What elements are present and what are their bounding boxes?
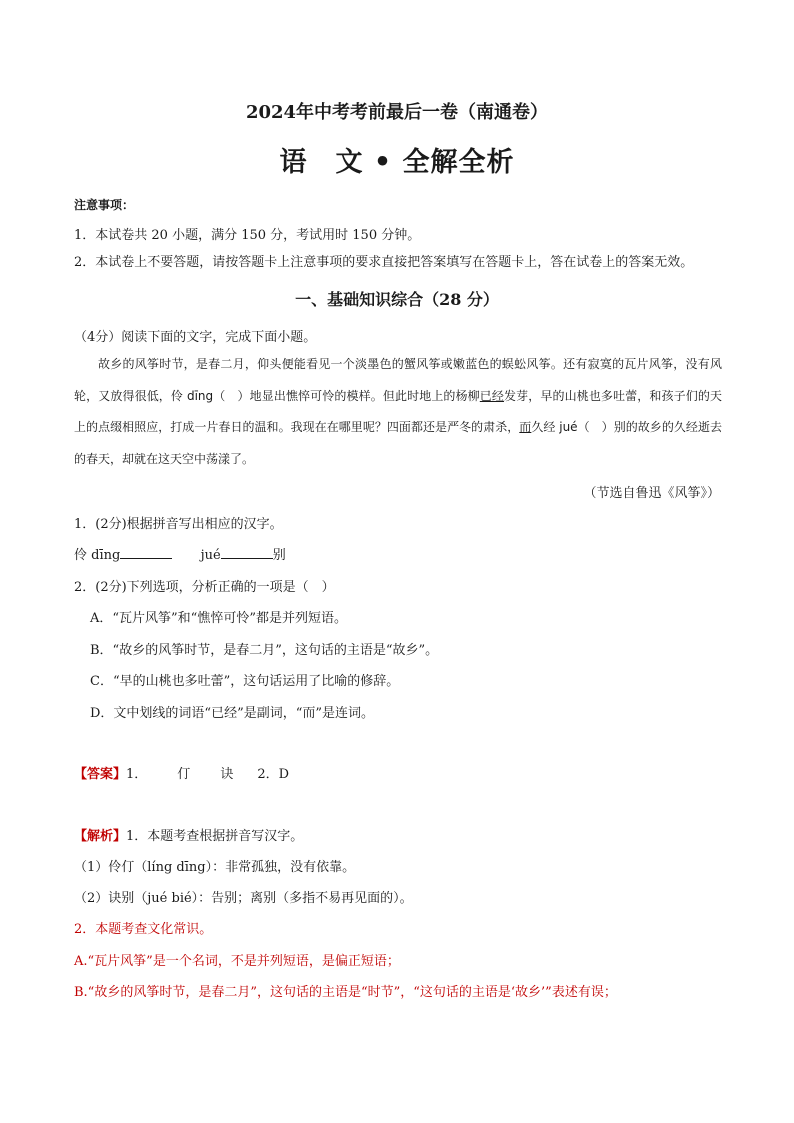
analysis-line-2: （1）伶仃（líng dīng）：非常孤独，没有依靠。: [74, 860, 356, 875]
passage-text-3: 久经 jué（ ）别的故乡的久经逝去的春天，却就在这天空中荡漾了。: [74, 420, 722, 466]
q2-option-c: C．“早的山桃也多吐蕾”，这句话运用了比喻的修辞。: [90, 674, 400, 689]
analysis-text-1: 1．本题考查根据拼音写汉字。: [126, 829, 304, 844]
q1-blank1: [120, 546, 172, 559]
q1-blank2-suffix: 别: [272, 548, 286, 563]
q1-blanks: [74, 544, 286, 563]
exam-title: 2024年中考考前最后一卷（南通卷）: [245, 102, 549, 123]
passage-text-1: 故乡的风筝时节，是春二月，仰头便能看见一个淡墨色的蟹风筝或嫩蓝色的蜈蚣风筝。还有寂寞的瓦片风筝，没有风轮，又放得很低，伶 dīng（ ）地显出憔悴可怜的模样。但此时地上的杨柳: [74, 357, 722, 403]
q1-blank1-prefix: 伶 dīng: [74, 548, 121, 563]
passage-source: （节选自鲁迅《风筝》）: [583, 486, 720, 501]
q2-stem: 2．(2分)下列选项，分析正确的一项是（ ）: [74, 580, 335, 595]
note-item-2: 2．本试卷上不要答题，请按答题卡上注意事项的要求直接把答案填写在答题卡上，答在试卷上的答案无效。: [74, 255, 694, 270]
exam-subtitle: 语 文 • 全解全析: [279, 147, 515, 178]
note-item-1: 1．本试卷共 20 小题，满分 150 分，考试用时 150 分钟。: [74, 228, 421, 243]
underlined-word-er: 而: [519, 420, 532, 434]
reading-passage: [74, 349, 722, 475]
analysis-line-5: A.“瓦片风筝”是一个名词，不是并列短语，是偏正短语；: [74, 954, 400, 969]
analysis-tag: 【解析】: [74, 829, 127, 844]
q1-stem: 1．(2分)根据拼音写出相应的汉字。: [74, 517, 283, 532]
answer-tag: 【答案】: [74, 767, 127, 782]
answer-line: [74, 763, 289, 782]
analysis-line-1: [74, 825, 303, 844]
answer-q2: 2．D: [257, 767, 290, 782]
q1-blank2: [221, 546, 273, 559]
answer-q1-blank2: 诀: [220, 767, 234, 782]
notes-heading: 注意事项：: [74, 198, 135, 212]
analysis-line-4: 2．本题考查文化常识。: [74, 922, 213, 937]
analysis-line-6: B.“故乡的风筝时节，是春二月”，这句话的主语是“时节”，“这句话的主语是‘故乡’”表述有误；: [74, 985, 617, 1000]
passage-text-2: 发芽，早的山桃也多吐蕾，和孩子们的天上的点缀相照应，打成一片春日的温和。我现在在哪里呢？四面都还是严冬的肃杀，: [74, 388, 722, 434]
q2-option-d: D．文中划线的词语“已经”是副词，“而”是连词。: [90, 706, 375, 721]
q1-blank2-prefix: jué: [200, 548, 221, 563]
underlined-word-yijing: 已经: [479, 388, 505, 403]
analysis-line-3: （2）诀别（jué bié）：告别；离别（多指不易再见面的）。: [74, 891, 413, 906]
q2-option-b: B．“故乡的风筝时节，是春二月”，这句话的主语是“故乡”。: [90, 643, 439, 658]
answer-q1-number: 1．: [126, 767, 148, 782]
q2-option-a: A．“瓦片风筝”和“憔悴可怜”都是并列短语。: [90, 611, 347, 626]
question-intro: （4分）阅读下面的文字，完成下面小题。: [74, 330, 317, 345]
section-title: 一、基础知识综合（28 分）: [295, 290, 499, 309]
answer-q1-blank1: 仃: [177, 767, 191, 782]
